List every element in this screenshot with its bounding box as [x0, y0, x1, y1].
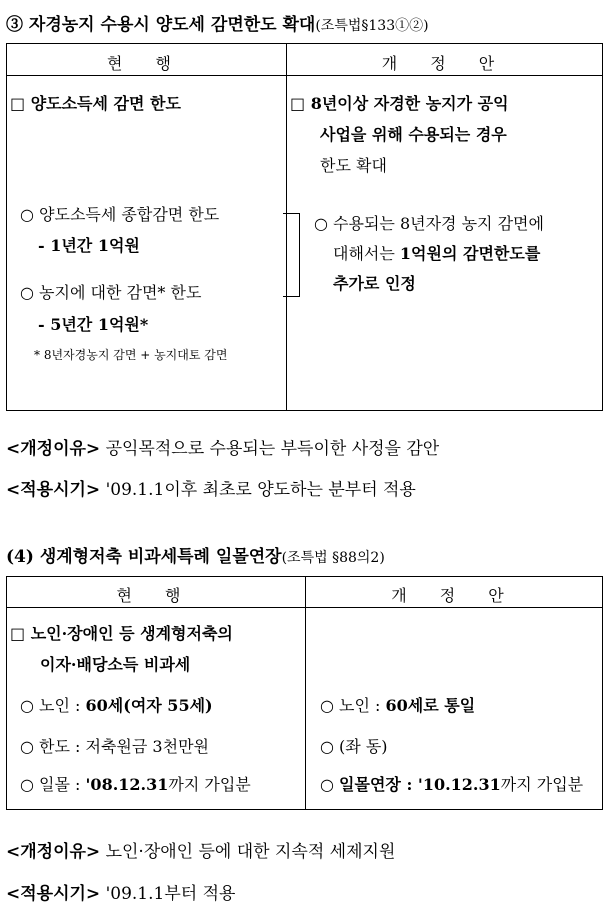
- section3-proposed-item-line3: 추가로 인정: [333, 274, 416, 293]
- section3-reason: [6, 434, 439, 459]
- section4-current-item3-c: 까지 가입분: [168, 775, 251, 794]
- section4-proposed-item3-a: ○: [320, 775, 340, 794]
- section4-proposed-item3-b: 일몰연장 : '10.12.31: [339, 775, 501, 794]
- section3-proposed-item-line2-b: 1억원의 감면한도를: [399, 244, 541, 263]
- section4-proposed-item3-c: 까지 가입분: [500, 775, 584, 794]
- section4-current-item3-b: '08.12.31: [85, 775, 169, 794]
- section4-current-item3-a: ○ 일몰 :: [20, 775, 86, 794]
- section4-title: [6, 542, 385, 567]
- section4-timing: [6, 879, 235, 904]
- section4-reason-label: <개정이유>: [6, 842, 101, 862]
- section3-title-ref: (조특법§133①②): [315, 18, 429, 34]
- section3-proposed-item-line1: ○ 수용되는 8년자경 농지 감면에: [314, 214, 544, 233]
- section4-current-item1-b: 60세(여자 55세): [85, 696, 213, 715]
- section4-timing-label: <적용시기>: [6, 884, 101, 904]
- section4-proposed-item1-b: 60세로 통일: [385, 696, 476, 715]
- section4-current-main-line1: □ 노인·장애인 등 생계형저축의: [10, 624, 233, 643]
- section3-current-item2-detail: - 5년간 1억원*: [38, 315, 149, 334]
- section3-header-current: 현 행: [107, 54, 185, 73]
- section3-proposed-main-line3: 한도 확대: [320, 156, 387, 175]
- section4-timing-text: '09.1.1부터 적용: [100, 884, 236, 904]
- section4-title-text: (4) 생계형저축 비과세특례 일몰연장: [6, 547, 282, 567]
- section4-title-ref: (조특법 §88의2): [281, 550, 385, 566]
- section4-proposed-item2: ○ (좌 동): [320, 737, 388, 756]
- section3-current-item2: ○ 농지에 대한 감면* 한도: [20, 283, 202, 302]
- section3-header-proposed: 개 정 안: [381, 54, 509, 73]
- section3-timing-text: '09.1.1이후 최초로 양도하는 분부터 적용: [100, 480, 416, 500]
- section3-header-divider: [6, 75, 603, 76]
- section4-current-main-line2: 이자·배당소득 비과세: [40, 655, 191, 674]
- section4-header-current: 현 행: [116, 586, 195, 605]
- section4-current-item1-a: ○ 노인 :: [20, 696, 86, 715]
- section3-proposed-main-line2: 사업을 위해 수용되는 경우: [320, 125, 507, 144]
- section3-current-item1-detail: - 1년간 1억원: [38, 236, 140, 255]
- section4-header-proposed: 개 정 안: [391, 586, 518, 605]
- section3-timing-label: <적용시기>: [6, 480, 101, 500]
- section3-proposed-item-line2: [333, 241, 540, 264]
- section4-proposed-item1: [320, 693, 475, 716]
- section4-current-item2: ○ 한도 : 저축원금 3천만원: [20, 737, 209, 756]
- section4-reason-text: 노인·장애인 등에 대한 지속적 세제지원: [100, 842, 396, 862]
- section3-current-note: * 8년자경농지 감면 + 농지대토 감면: [34, 348, 228, 362]
- section3-title-text: ③ 자경농지 수용시 양도세 감면한도 확대: [6, 15, 316, 35]
- section4-proposed-item3: [320, 772, 583, 795]
- section3-current-main: □ 양도소득세 감면 한도: [10, 94, 181, 113]
- section4-proposed-item1-a: ○ 노인 :: [320, 696, 386, 715]
- section3-bracket: [283, 213, 300, 297]
- section3-timing: [6, 475, 416, 500]
- section3-current-item1: ○ 양도소득세 종합감면 한도: [20, 205, 220, 224]
- section3-proposed-main-line1: □ 8년이상 자경한 농지가 공익: [290, 94, 509, 113]
- section3-reason-text: 공익목적으로 수용되는 부득이한 사정을 감안: [100, 439, 440, 459]
- section4-reason: [6, 837, 395, 862]
- section4-current-item1: [20, 693, 213, 716]
- section3-reason-label: <개정이유>: [6, 439, 101, 459]
- section3-proposed-item-line2-a: 대해서는: [333, 244, 400, 263]
- section3-title: [6, 10, 429, 35]
- section4-current-item3: [20, 772, 251, 795]
- section4-column-divider: [305, 576, 306, 810]
